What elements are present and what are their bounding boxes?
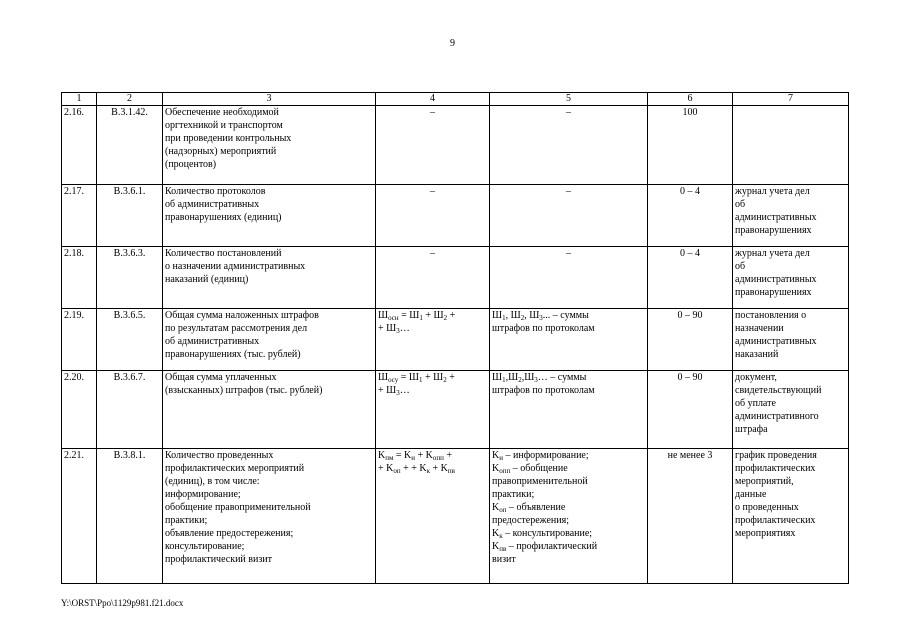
data-source-cell: документ, свидетельствующий об уплате административного штрафа [733, 371, 849, 449]
subscript: пв [447, 467, 455, 475]
header-cell: 1 [62, 93, 97, 106]
formula-cell: $K_{пм} = K_и + K_{опп}$ + + $K_{оп}$ + + $K_к + K_{пв}$ [376, 449, 490, 584]
formula-description-cell: – [490, 185, 648, 247]
data-source-cell: график проведения профилактических мероприятий, данные о проведенных профилактических мероприятиях [733, 449, 849, 584]
table-row [62, 309, 849, 371]
subscript: 3 [539, 314, 543, 322]
subscript: 1 [502, 314, 506, 322]
header-cell: 7 [733, 93, 849, 106]
data-source-cell: журнал учета дел об административных правонарушениях [733, 185, 849, 247]
subscript: пм [385, 454, 394, 462]
subscript: 1 [419, 376, 423, 384]
formula-description-cell: $Ш_1$, $Ш_2$, $Ш_3$... – суммы штрафов по протоколам [490, 309, 648, 371]
row-number-cell: 2.21. [62, 449, 97, 584]
subscript: 2 [443, 376, 447, 384]
formula-cell: $Ш_{осу} = Ш_1 + Ш_2$ + + $Ш_3\dots$ [376, 371, 490, 449]
code-cell: B.3.6.7. [97, 371, 163, 449]
footer-file-path: Y:\ORST\Ppo\1129p981.f21.docx [61, 598, 184, 608]
header-cell: 2 [97, 93, 163, 106]
row-number-cell: 2.20. [62, 371, 97, 449]
code-cell: B.3.6.1. [97, 185, 163, 247]
indicator-name-cell: Количество протоколов об административных правонарушениях (единиц) [163, 185, 376, 247]
subscript: оп [499, 506, 507, 514]
target-value-cell: не менее 3 [648, 449, 733, 584]
row-number-cell: 2.18. [62, 247, 97, 309]
header-row [62, 93, 849, 106]
subscript: 2 [443, 314, 448, 322]
target-value-cell: 0 – 4 [648, 185, 733, 247]
row-number-cell: 2.19. [62, 309, 97, 371]
formula-cell: $Ш_{осн} = Ш_1 + Ш_2$ + + $Ш_3\dots$ [376, 309, 490, 371]
row-number-cell: 2.16. [62, 106, 97, 185]
subscript: 2 [518, 376, 522, 384]
data-source-cell: постановления о назначении административных наказаний [733, 309, 849, 371]
indicator-name-cell: Количество постановлений о назначении административных наказаний (единиц) [163, 247, 376, 309]
row-number-cell: 2.17. [62, 185, 97, 247]
code-cell: B.3.1.42. [97, 106, 163, 185]
subscript: и [499, 454, 503, 462]
subscript: и [411, 454, 416, 462]
formula-description-cell: – [490, 247, 648, 309]
code-cell: B.3.6.3. [97, 247, 163, 309]
subscript: 1 [419, 314, 423, 322]
indicator-name-cell: Количество проведенных профилактических мероприятий (единиц), в том числе: информирование; обобщение правоприменительной практики; объявление предостережения; консультирование; профилактический визит [163, 449, 376, 584]
table-row [62, 247, 849, 309]
subscript: 3 [396, 389, 400, 397]
table-row [62, 185, 849, 247]
subscript: 3 [534, 376, 538, 384]
formula-description-cell: – [490, 106, 648, 185]
subscript: опп [499, 467, 511, 475]
target-value-cell: 0 – 90 [648, 309, 733, 371]
indicator-name-cell: Обеспечение необходимой оргтехникой и транспортом при проведении контрольных (надзорных) мероприятий (процентов) [163, 106, 376, 185]
page-number: 9 [450, 38, 455, 49]
formula-cell: – [376, 185, 490, 247]
table-row [62, 106, 849, 185]
formula-cell: – [376, 106, 490, 185]
subscript: оп [393, 467, 401, 475]
subscript: осу [388, 376, 399, 384]
subscript: 1 [502, 376, 506, 384]
subscript: 3 [396, 327, 400, 335]
target-value-cell: 100 [648, 106, 733, 185]
formula-description-cell: $K_и$ – информирование; $K_{опп}$ – обобщение правоприменительной практики; $K_{оп}$ – объявление предостережения; $K_к$ – консультирование; $K_{пв}$ – профилактический визит [490, 449, 648, 584]
target-value-cell: 0 – 4 [648, 247, 733, 309]
subscript: опп [432, 454, 444, 462]
formula-cell: – [376, 247, 490, 309]
subscript: к [426, 467, 431, 475]
subscript: пв [499, 545, 507, 553]
indicator-name-cell: Общая сумма уплаченных (взысканных) штрафов (тыс. рублей) [163, 371, 376, 449]
table-row [62, 371, 849, 449]
data-source-cell [733, 106, 849, 185]
subscript: осн [388, 314, 399, 322]
header-cell: 4 [376, 93, 490, 106]
target-value-cell: 0 – 90 [648, 371, 733, 449]
formula-description-cell: $Ш_1,Ш_2,Ш_3\dots$ – суммы штрафов по протоколам [490, 371, 648, 449]
header-cell: 5 [490, 93, 648, 106]
code-cell: B.3.8.1. [97, 449, 163, 584]
code-cell: B.3.6.5. [97, 309, 163, 371]
header-cell: 3 [163, 93, 376, 106]
subscript: 2 [520, 314, 525, 322]
subscript: к [499, 532, 503, 540]
header-cell: 6 [648, 93, 733, 106]
indicator-name-cell: Общая сумма наложенных штрафов по результатам рассмотрения дел об административных правонарушениях (тыс. рублей) [163, 309, 376, 371]
indicators-table [61, 92, 849, 584]
data-source-cell: журнал учета дел об административных правонарушениях [733, 247, 849, 309]
table-row [62, 449, 849, 584]
